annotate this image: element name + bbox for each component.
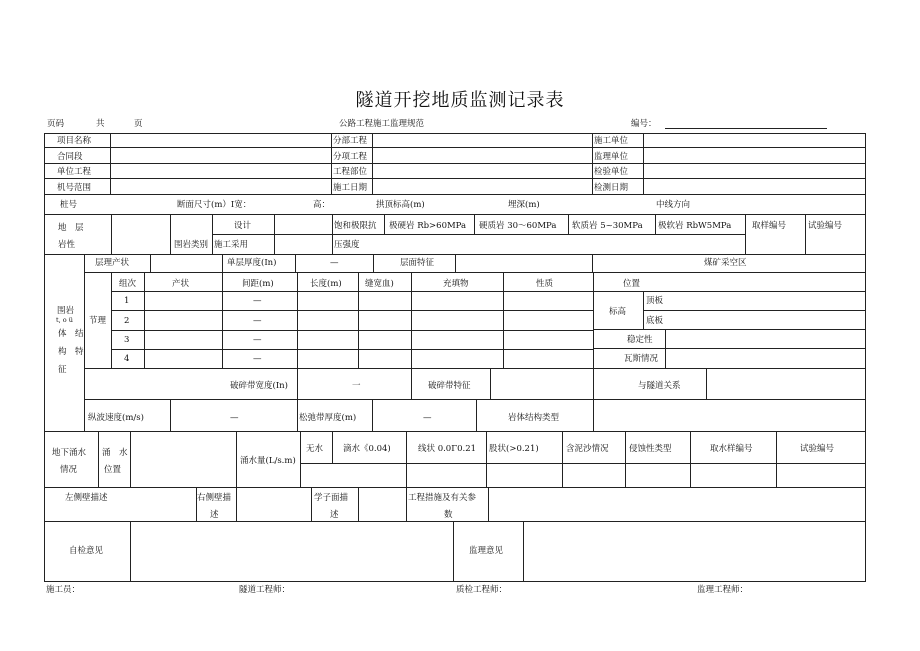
filling-label: 充填物: [443, 279, 469, 289]
coal-goaf-label: 煤矿采空区: [704, 258, 747, 268]
col-line: [776, 431, 777, 487]
joint-row-2: 2: [124, 316, 130, 326]
row-line: [111, 291, 593, 292]
col-line: [130, 521, 131, 581]
pile-no-label: 桩号: [60, 200, 78, 210]
col-line: [150, 254, 151, 272]
col-line: [665, 329, 666, 368]
table-top-border: [44, 133, 866, 134]
qc-engineer-label: 质检工程师：: [456, 585, 508, 595]
joints-label: 节理: [89, 316, 107, 326]
fracture-width-dash: 一: [352, 381, 361, 391]
single-layer-thickness-label: 单层厚度(In): [227, 258, 277, 268]
joint-row-1: 1: [124, 296, 130, 306]
col-line: [222, 272, 223, 368]
col-line: [690, 431, 691, 487]
supervision-engineer-label: 监理工程师：: [697, 585, 749, 595]
bottom-plate-label: 底板: [646, 316, 664, 326]
col-line: [110, 133, 111, 194]
gap-width-label: 缝宽血): [365, 279, 394, 289]
face-desc-label: 学子面描: [314, 493, 349, 503]
unit-project-label: 单位工程: [57, 167, 92, 177]
row-line: [84, 368, 866, 369]
col-line: [373, 254, 374, 272]
col-line: [300, 431, 301, 487]
line-flow-label: 线状 0.0Γ0.21: [418, 444, 477, 454]
table-left-border: [44, 133, 45, 581]
row-line: [44, 431, 866, 432]
wave-speed-dash: —: [230, 413, 239, 423]
stock-flow-label: 股状(>0.21): [489, 444, 539, 454]
col-line: [486, 431, 487, 487]
row-line: [44, 487, 866, 488]
stratum-label: 地 层: [58, 223, 84, 233]
layer-surface-feature-label: 层面特征: [400, 258, 435, 268]
total-label: 共: [96, 119, 105, 129]
rock-structure-label-3: 构 特: [58, 347, 84, 357]
col-line: [84, 254, 85, 431]
buried-depth-label: 埋深(m): [508, 200, 540, 210]
table-right-border: [865, 133, 866, 581]
col-line: [411, 368, 412, 399]
loose-zone-label: 松弛带厚度(m): [299, 413, 357, 423]
spacing-dash-2: —: [253, 316, 262, 326]
col-line: [643, 133, 644, 194]
right-wall-label: 右侧壁描: [197, 493, 232, 503]
tunnel-engineer-label: 隧道工程师：: [239, 585, 291, 595]
measures-label: 工程措施及有关参: [408, 493, 477, 503]
lithology-label: 岩性: [58, 240, 76, 250]
col-line: [592, 254, 593, 272]
spacing-dash-3: —: [253, 335, 262, 345]
saturated-strength-label: 饱和极限抗: [334, 221, 377, 231]
col-line: [568, 214, 569, 234]
col-line: [523, 521, 524, 581]
inspection-unit-label: 检验单位: [594, 167, 629, 177]
contract-section-label: 合同段: [57, 152, 83, 162]
col-line: [212, 214, 213, 254]
centerline-direction-label: 中线方向: [656, 200, 691, 210]
drip-label: 滴水《0.04): [343, 444, 391, 454]
col-line: [297, 272, 298, 368]
no-water-label: 无水: [306, 444, 324, 454]
rock-category-label: 围岩类别: [174, 240, 209, 250]
col-line: [372, 133, 373, 194]
row-line: [643, 310, 866, 311]
row-line: [111, 310, 593, 311]
standard-name: 公路工程施工监理规范: [339, 119, 425, 129]
row-line: [84, 272, 866, 273]
group-no-label: 组次: [119, 279, 137, 289]
col-line: [331, 133, 332, 194]
wave-speed-label: 纵波速度(m/s): [88, 413, 144, 423]
water-sample-label: 取水样编号: [710, 444, 753, 454]
property-label: 性质: [536, 279, 554, 289]
row-line: [593, 329, 866, 330]
col-line: [274, 214, 275, 254]
self-check-label: 自检意见: [69, 546, 104, 556]
col-line: [295, 254, 296, 272]
col-line: [476, 399, 477, 431]
col-line: [745, 214, 746, 254]
arch-top-label: 顶板: [646, 296, 664, 306]
col-line: [592, 133, 593, 194]
col-line: [805, 214, 806, 254]
face-desc-label-2: 述: [330, 510, 339, 520]
joint-row-4: 4: [124, 354, 130, 364]
col-line: [593, 399, 594, 431]
fracture-width-label: 破碎带宽度(In): [230, 381, 288, 391]
col-line: [453, 521, 454, 581]
col-line: [358, 487, 359, 521]
seepage-label: 涌 水: [102, 448, 128, 458]
left-wall-label: 左侧壁描述: [65, 493, 108, 503]
machine-range-label: 机号范围: [57, 183, 92, 193]
test-no-label: 试验编号: [808, 221, 843, 231]
row-line: [44, 147, 866, 148]
row-line: [84, 399, 866, 400]
spacing-dash-1: —: [253, 296, 262, 306]
row-line: [593, 348, 866, 349]
water-test-no-label: 试验编号: [800, 444, 835, 454]
gas-condition-label: 瓦斯情况: [624, 354, 659, 364]
col-line: [297, 368, 298, 399]
col-line: [490, 368, 491, 399]
col-line: [406, 487, 407, 521]
col-line: [297, 399, 298, 431]
col-line: [406, 431, 407, 487]
construction-used-label: 施工采用: [214, 240, 249, 250]
rock-firm-label: 硬质岩 30～60MPa: [479, 221, 557, 231]
row-line: [111, 349, 593, 350]
position-label: 位置: [623, 279, 641, 289]
row-line: [44, 521, 866, 522]
stability-label: 稳定性: [627, 335, 653, 345]
elevation-label: 标高: [609, 307, 627, 317]
col-line: [144, 272, 145, 368]
col-line: [98, 431, 99, 487]
height-label: 高：: [313, 200, 331, 210]
col-line: [222, 254, 223, 272]
col-line: [111, 272, 112, 368]
col-line: [562, 431, 563, 487]
col-line: [706, 368, 707, 399]
rock-structure-label-2: 体 结: [58, 329, 84, 339]
fracture-feature-label: 破碎带特征: [428, 381, 471, 391]
table-bottom-border: [44, 581, 866, 582]
rock-structure-type-label: 岩体结构类型: [508, 413, 560, 423]
number-underline: [665, 128, 827, 129]
page-label: 页码: [47, 119, 65, 129]
row-line: [593, 291, 866, 292]
row-line: [44, 163, 866, 164]
seepage-amount-label: 涌水量(L/s.m): [240, 456, 296, 466]
project-name-label: 项目名称: [57, 136, 92, 146]
col-line: [170, 399, 171, 431]
rock-structure-label-1: 围岩: [57, 306, 75, 316]
col-line: [474, 214, 475, 234]
row-line: [300, 463, 866, 464]
occurrence-label: 产状: [172, 279, 190, 289]
col-line: [236, 487, 237, 521]
spacing-label: 间距(m): [242, 279, 274, 289]
col-line: [655, 214, 656, 234]
contractor-label: 施工单位: [594, 136, 629, 146]
rock-structure-label-4: 征: [58, 365, 67, 375]
construction-date-label: 施工日期: [333, 183, 368, 193]
rock-hard-label: 极硬岩 Rb>60MPa: [389, 221, 467, 231]
item-project-label: 分项工程: [333, 152, 368, 162]
rock-very-soft-label: 极软岩 RbW5MPa: [658, 221, 732, 231]
col-line: [625, 431, 626, 487]
supervision-opinion-label: 监理意见: [469, 546, 504, 556]
section-size-label: 断面尺寸(m）I宽：: [177, 200, 252, 210]
col-line: [455, 254, 456, 272]
col-line: [503, 272, 504, 368]
col-line: [384, 214, 385, 234]
sub-project-label: 分部工程: [333, 136, 368, 146]
number-label: 编号：: [631, 119, 657, 129]
col-line: [358, 272, 359, 368]
groundwater-label: 地下涌水: [52, 448, 87, 458]
col-line: [593, 368, 594, 399]
mud-sand-label: 含泥沙情况: [566, 444, 609, 454]
seepage-position-label: 位置: [104, 465, 122, 475]
project-part-label: 工程部位: [333, 167, 368, 177]
joint-row-3: 3: [124, 335, 130, 345]
col-line: [111, 214, 112, 254]
col-line: [311, 487, 312, 521]
right-wall-label-2: 述: [210, 510, 219, 520]
inspection-date-label: 检测日期: [594, 183, 629, 193]
col-line: [236, 431, 237, 487]
col-line: [593, 272, 594, 368]
row-line: [44, 178, 866, 179]
col-line: [372, 399, 373, 431]
face-elevation-label: 拱顶标高(m): [376, 200, 425, 210]
rock-structure-small: t, o ü: [56, 316, 73, 324]
row-line: [44, 214, 866, 215]
rock-soft-label: 软质岩 5~30MPa: [572, 221, 643, 231]
design-label: 设计: [234, 221, 252, 231]
col-line: [488, 487, 489, 521]
layer-occurrence-label: 层理产状: [95, 258, 130, 268]
col-line: [170, 214, 171, 254]
compressive-strength-label: 压强度: [334, 240, 360, 250]
page-unit: 页: [134, 119, 143, 129]
groundwater-condition-label: 情况: [60, 465, 78, 475]
page-title: 隧道开挖地质监测记录表: [355, 90, 565, 111]
row-line: [44, 194, 866, 195]
loose-zone-dash: —: [423, 413, 432, 423]
length-label: 长度(m): [310, 279, 342, 289]
col-line: [332, 214, 333, 254]
sample-no-label: 取样编号: [752, 221, 787, 231]
single-layer-dash: —: [330, 258, 339, 268]
constructor-label: 施工员：: [46, 585, 81, 595]
supervision-unit-label: 监理单位: [594, 152, 629, 162]
row-line: [332, 234, 745, 235]
erosion-type-label: 侵蚀性类型: [629, 444, 672, 454]
col-line: [411, 272, 412, 368]
row-line: [111, 330, 593, 331]
measures-label-2: 数: [444, 510, 453, 520]
row-line: [212, 234, 332, 235]
col-line: [130, 431, 131, 487]
spacing-dash-4: —: [253, 354, 262, 364]
col-line: [332, 431, 333, 463]
tunnel-relation-label: 与隧道关系: [638, 381, 681, 391]
